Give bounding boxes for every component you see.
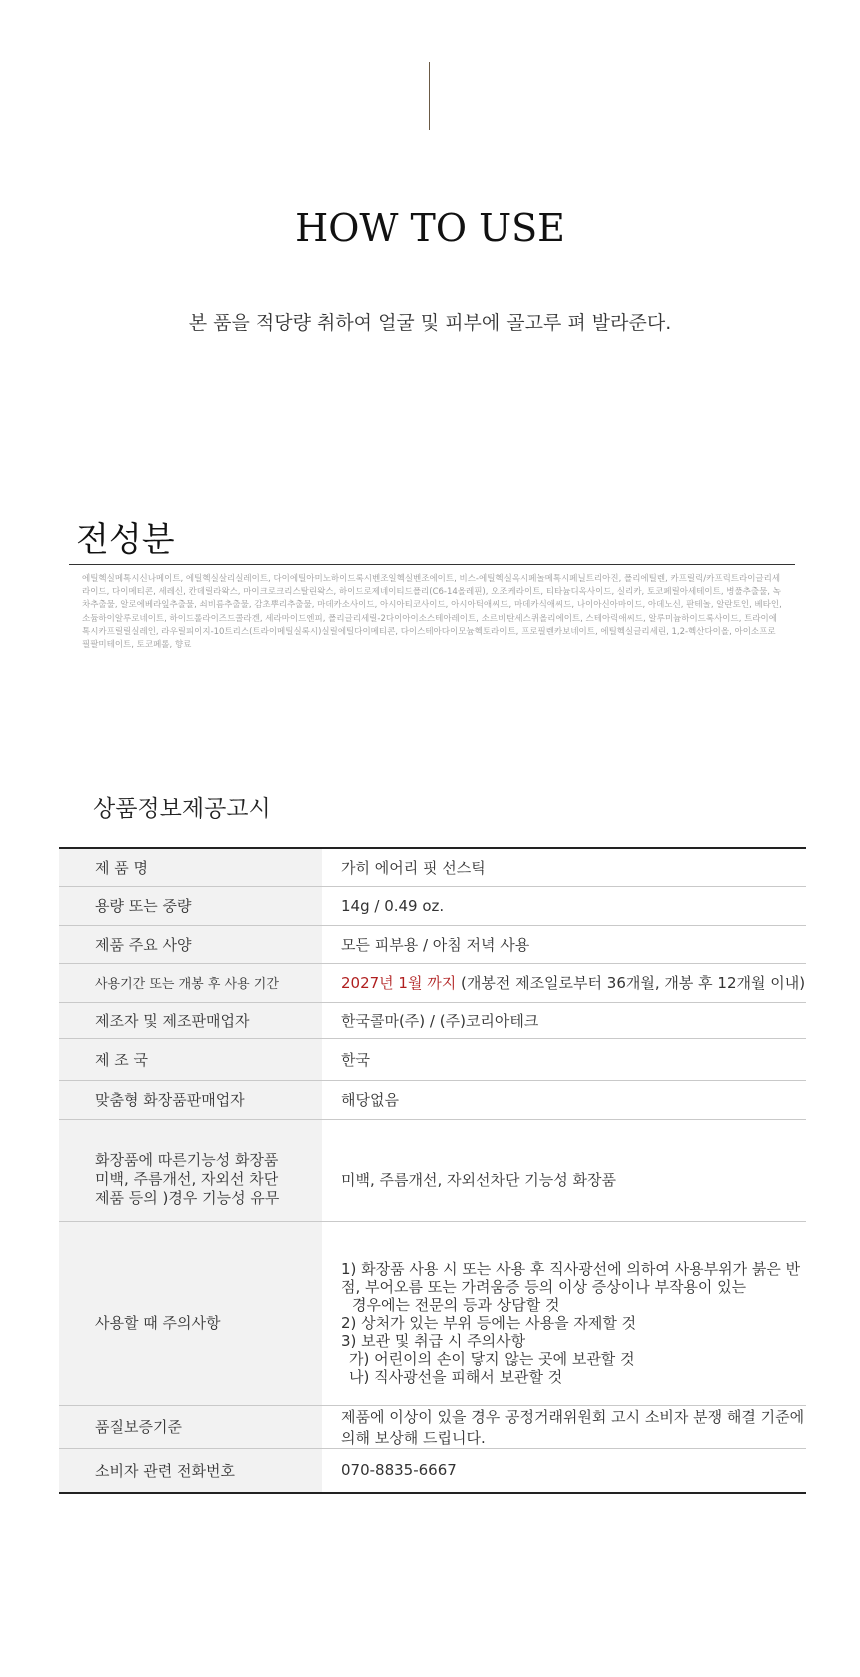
table-row (59, 1221, 806, 1405)
table-row (59, 1002, 806, 1038)
row-label-caution: 사용할 때 주의사항 (59, 1221, 322, 1405)
product-notice-title: 상품정보제공고시 (93, 796, 271, 822)
row-label-product-name: 제 품 명 (59, 848, 322, 886)
row-value-main-spec: 모든 피부용 / 아침 저녁 사용 (322, 925, 806, 963)
table-row (59, 1119, 806, 1221)
row-label-custom-seller: 맞춤형 화장품판매업자 (59, 1080, 322, 1119)
caution-line: 3) 보관 및 취급 시 주의사항 (341, 1331, 526, 1350)
caution-line: 가) 어린이의 손이 닿지 않는 곳에 보관할 것 (349, 1349, 635, 1368)
expiry-detail: (개봉전 제조일로부터 36개월, 개봉 후 12개월 이내) (456, 974, 806, 992)
row-value-country: 한국 (322, 1038, 806, 1080)
functional-label-line: 제품 등의 )경우 기능성 유무 (95, 1189, 280, 1207)
how-to-use-title: HOW TO USE (295, 206, 565, 250)
functional-label-line: 화장품에 따른기능성 화장품 (95, 1151, 279, 1169)
row-label-phone: 소비자 관련 전화번호 (59, 1448, 322, 1493)
table-row (59, 963, 806, 1002)
row-value-expiry (322, 963, 806, 1002)
row-value-volume: 14g / 0.49 oz. (322, 886, 806, 925)
row-label-volume: 용량 또는 중량 (59, 886, 322, 925)
ingredients-title: 전성분 (76, 520, 175, 560)
row-value-custom-seller: 해당없음 (322, 1080, 806, 1119)
row-label-functional (59, 1119, 322, 1221)
functional-label-line: 미백, 주름개선, 자외선 차단 (95, 1170, 279, 1188)
caution-line: 경우에는 전문의 등과 상담할 것 (352, 1295, 560, 1314)
caution-line: 1) 화장품 사용 시 또는 사용 후 직사광선에 의하여 사용부위가 붉은 반점, 부어오름 또는 가려움증 등의 이상 증상이나 부작용이 있는 (341, 1259, 801, 1296)
row-label-main-spec: 제품 주요 사양 (59, 925, 322, 963)
ingredients-list: 에틸헥실메톡시신나메이트, 에틸헥실살리실레이트, 다이에틸아미노하이드록시벤조일헥실벤조에이트, 비스-에틸헥실옥시페놀메톡시페닐트리아진, 폴리에틸렌, 카프릴릭/카프릭트라이글리세라이드, 다이메티콘, 세레신, 칸데릴라왁스, 마이크로크리스탈린왁스, 하이드로제네이티드폴리(C6-14올레핀), 오조케라이트, 티타늄디옥사이드, 실리카, 토코페릴아세테이트, 병풀추출물, 녹차추출물, 알로에베라잎추출물, 쇠비름추출물, 감초뿌리추출물, 마데카소사이드, 아시아티코사이드, 아시아틱애씨드, 마데카식애씨드, 나이아신아마이드, 아데노신, 판테놀, 알란토인, 베타인, 소듐하이알루로네이트, 하이드롤라이즈드콜라겐, 세라마이드엔피, 폴리글리세릴-2다이아이소스테아레이트, 소르비탄세스퀴올리에이트, 스테아릭애씨드, 알루미늄하이드록사이드, 트라이에톡시카프릴릴실레인, 라우릴피이지-10트리스(트라이메틸실록시)실릴에틸다이메티콘, 다이스테아다이모늄헥토라이트, 프로필렌카보네이트, 에틸헥실글리세린, 1,2-헥산다이올, 아이소프로필팔미테이트, 토코페롤, 향료 (82, 574, 782, 651)
row-value-product-name: 가히 에어리 핏 선스틱 (322, 848, 806, 886)
table-row (59, 886, 806, 925)
table-row (59, 925, 806, 963)
caution-line: 2) 상처가 있는 부위 등에는 사용을 자제할 것 (341, 1313, 637, 1332)
how-to-use-text: 본 품을 적당량 취하여 얼굴 및 피부에 골고루 펴 발라준다. (188, 312, 672, 334)
product-info-table (59, 847, 806, 1494)
row-label-manufacturer: 제조자 및 제조판매업자 (59, 1002, 322, 1038)
table-row (59, 848, 806, 886)
row-value-manufacturer: 한국콜마(주) / (주)코리아테크 (322, 1002, 806, 1038)
row-value-functional: 미백, 주름개선, 자외선차단 기능성 화장품 (322, 1119, 806, 1221)
ingredients-divider (69, 564, 795, 565)
table-row (59, 1448, 806, 1493)
table-row (59, 1405, 806, 1448)
caution-line: 나) 직사광선을 피해서 보관할 것 (349, 1367, 563, 1386)
decorative-vertical-line (429, 62, 430, 130)
row-label-country: 제 조 국 (59, 1038, 322, 1080)
row-label-expiry: 사용기간 또는 개봉 후 사용 기간 (59, 963, 322, 1002)
row-label-quality: 품질보증기준 (59, 1405, 322, 1448)
table-row (59, 1080, 806, 1119)
row-value-quality: 제품에 이상이 있을 경우 공정거래위원회 고시 소비자 분쟁 해결 기준에 의해 보상해 드립니다. (322, 1405, 806, 1448)
row-value-caution (322, 1221, 806, 1405)
expiry-date: 2027년 1월 까지 (341, 974, 457, 992)
row-value-phone: 070-8835-6667 (341, 1461, 457, 1480)
table-row (59, 1038, 806, 1080)
